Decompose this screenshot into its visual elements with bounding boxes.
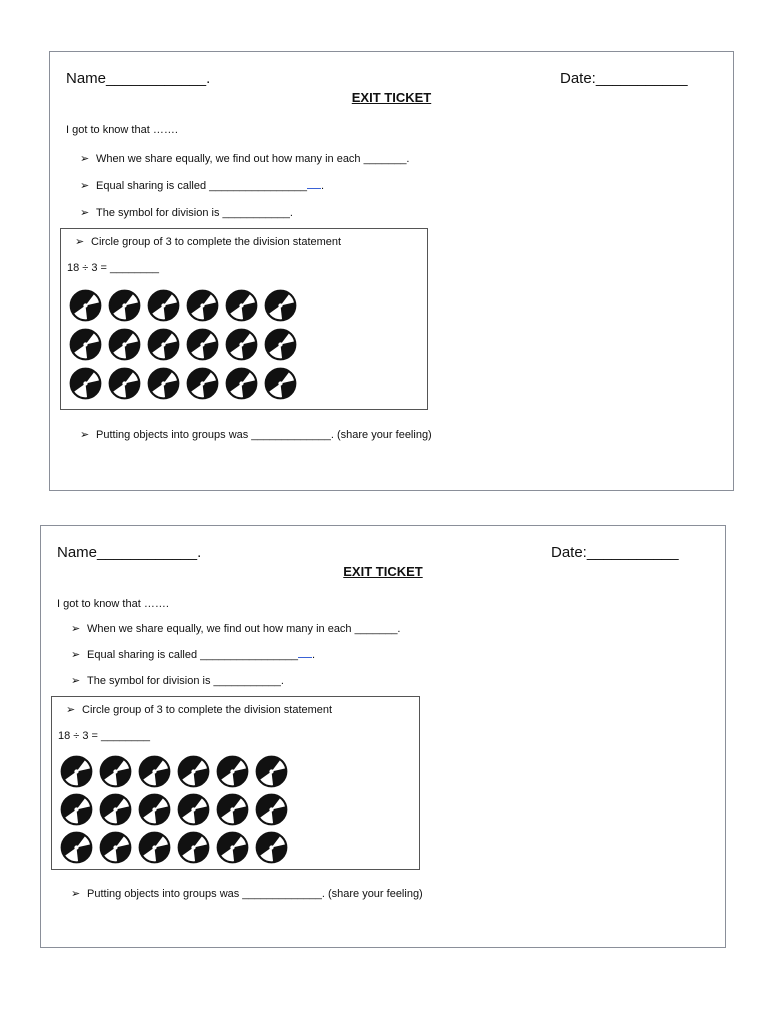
exit-ticket-2: [40, 525, 726, 948]
beach-ball-icon[interactable]: [216, 755, 249, 788]
beach-ball-icon[interactable]: [69, 328, 102, 361]
arrow-bullet-icon: ➢: [80, 429, 90, 441]
date-field-label[interactable]: Date:___________: [560, 70, 688, 87]
name-field-label[interactable]: Name____________.: [57, 544, 202, 561]
intro-text: I got to know that …….: [57, 598, 169, 610]
beach-ball-icon[interactable]: [60, 793, 93, 826]
name-field-label[interactable]: Name____________.: [66, 70, 211, 87]
ball-grid: [69, 289, 297, 400]
beach-ball-icon[interactable]: [177, 755, 210, 788]
question-text[interactable]: Putting objects into groups was _____________. (share your feeling): [87, 888, 423, 900]
beach-ball-icon[interactable]: [99, 793, 132, 826]
question-division-symbol: [80, 206, 293, 219]
beach-ball-icon[interactable]: [138, 793, 171, 826]
beach-ball-icon[interactable]: [108, 367, 141, 400]
instruction-text: Circle group of 3 to complete the division statement: [82, 704, 333, 716]
beach-ball-icon[interactable]: [147, 328, 180, 361]
beach-ball-icon[interactable]: [108, 328, 141, 361]
question-share-equally: [71, 622, 401, 635]
intro-text: I got to know that …….: [66, 124, 178, 136]
beach-ball-icon[interactable]: [138, 755, 171, 788]
arrow-bullet-icon: ➢: [80, 153, 90, 165]
box-instruction: [75, 235, 341, 248]
question-text[interactable]: Equal sharing is called ________________: [96, 180, 308, 192]
question-feeling: [71, 887, 423, 900]
beach-ball-icon[interactable]: [264, 289, 297, 322]
beach-ball-icon[interactable]: [216, 831, 249, 864]
beach-ball-icon[interactable]: [186, 328, 219, 361]
ticket-title: EXIT TICKET: [351, 90, 432, 105]
beach-ball-icon[interactable]: [255, 755, 288, 788]
arrow-bullet-icon: ➢: [80, 207, 90, 219]
exit-ticket-1: [49, 51, 734, 491]
arrow-bullet-icon: ➢: [71, 888, 81, 900]
beach-ball-icon[interactable]: [138, 831, 171, 864]
date-field-label[interactable]: Date:___________: [551, 544, 679, 561]
beach-ball-icon[interactable]: [216, 793, 249, 826]
question-share-equally: [80, 152, 410, 165]
beach-ball-icon[interactable]: [60, 755, 93, 788]
arrow-bullet-icon: ➢: [80, 180, 90, 192]
arrow-bullet-icon: ➢: [66, 704, 76, 716]
question-feeling: [80, 428, 432, 441]
question-tail: .: [312, 649, 316, 661]
question-text[interactable]: The symbol for division is ___________.: [96, 207, 293, 219]
beach-ball-icon[interactable]: [177, 831, 210, 864]
beach-ball-icon[interactable]: [255, 831, 288, 864]
arrow-bullet-icon: ➢: [71, 623, 81, 635]
division-equation[interactable]: 18 ÷ 3 = ________: [58, 730, 150, 742]
question-text[interactable]: Putting objects into groups was _____________. (share your feeling): [96, 429, 432, 441]
question-text[interactable]: When we share equally, we find out how many in each _______.: [96, 153, 410, 165]
beach-ball-icon[interactable]: [225, 328, 258, 361]
beach-ball-icon[interactable]: [186, 367, 219, 400]
ball-grid: [60, 755, 288, 864]
ticket-title: EXIT TICKET: [343, 564, 423, 579]
instruction-text: Circle group of 3 to complete the division statement: [91, 236, 342, 248]
beach-ball-icon[interactable]: [186, 289, 219, 322]
question-tail: .: [321, 180, 325, 192]
grouping-box: [60, 228, 428, 410]
arrow-bullet-icon: ➢: [71, 649, 81, 661]
question-division-symbol: [71, 674, 284, 687]
beach-ball-icon[interactable]: [99, 755, 132, 788]
box-instruction: [66, 703, 332, 716]
blue-underline: [298, 648, 312, 658]
question-text[interactable]: The symbol for division is ___________.: [87, 675, 284, 687]
division-equation[interactable]: 18 ÷ 3 = ________: [67, 262, 159, 274]
beach-ball-icon[interactable]: [69, 367, 102, 400]
beach-ball-icon[interactable]: [147, 367, 180, 400]
beach-ball-icon[interactable]: [255, 793, 288, 826]
arrow-bullet-icon: ➢: [75, 236, 85, 248]
question-text[interactable]: When we share equally, we find out how many in each _______.: [87, 623, 401, 635]
grouping-box: [51, 696, 420, 870]
question-equal-sharing: [80, 179, 324, 192]
beach-ball-icon[interactable]: [69, 289, 102, 322]
beach-ball-icon[interactable]: [264, 328, 297, 361]
beach-ball-icon[interactable]: [225, 289, 258, 322]
beach-ball-icon[interactable]: [108, 289, 141, 322]
question-equal-sharing: [71, 648, 315, 661]
beach-ball-icon[interactable]: [147, 289, 180, 322]
beach-ball-icon[interactable]: [99, 831, 132, 864]
beach-ball-icon[interactable]: [60, 831, 93, 864]
arrow-bullet-icon: ➢: [71, 675, 81, 687]
beach-ball-icon[interactable]: [264, 367, 297, 400]
beach-ball-icon[interactable]: [177, 793, 210, 826]
beach-ball-icon[interactable]: [225, 367, 258, 400]
question-text[interactable]: Equal sharing is called ________________: [87, 649, 299, 661]
blue-underline: [307, 179, 321, 189]
